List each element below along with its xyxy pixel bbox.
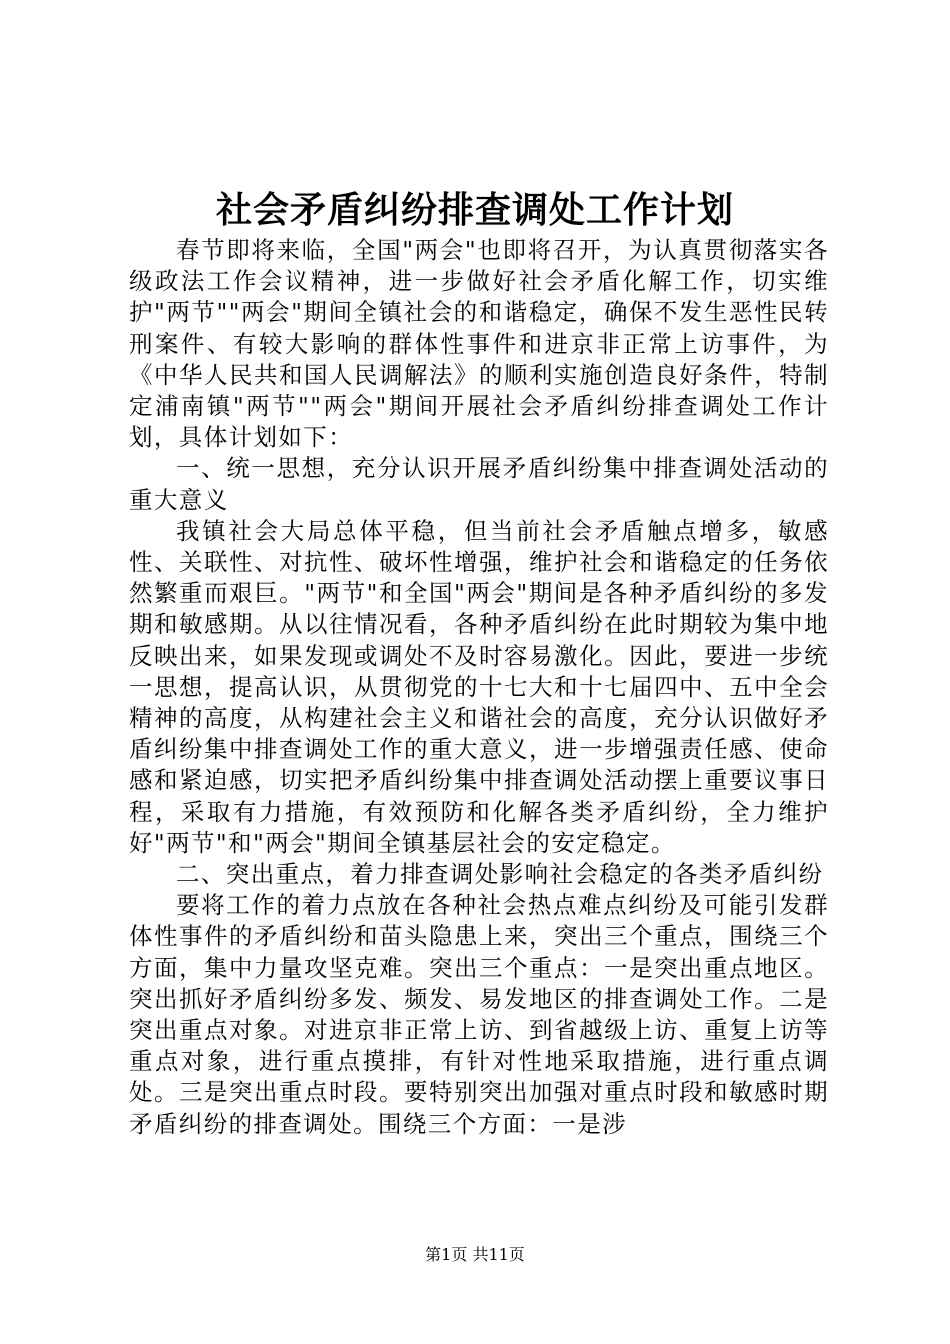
document-body [129,235,829,1140]
paragraph-intro: 春节即将来临，全国"两会"也即将召开，为认真贯彻落实各级政法工作会议精神，进一步做好社会矛盾化解工作，切实维护"两节""两会"期间全镇社会的和谐稳定，确保不发生恶性民转刑案件、有较大影响的群体性事件和进京非正常上访事件，为《中华人民共和国人民调解法》的顺利实施创造良好条件，特制定浦南镇"两节""两会"期间开展社会矛盾纠纷排查调处工作计划，具体计划如下： [129,236,829,452]
document-title: 社会矛盾纠纷排查调处工作计划 [215,189,734,231]
paragraph-section-2: 要将工作的着力点放在各种社会热点难点纠纷及可能引发群体性事件的矛盾纠纷和苗头隐患上来，突出三个重点，围绕三个方面，集中力量攻坚克难。突出三个重点：一是突出重点地区。突出抓好矛盾纠纷多发、频发、易发地区的排查调处工作。二是突出重点对象。对进京非正常上访、到省越级上访、重复上访等重点对象，进行重点摸排，有针对性地采取措施，进行重点调处。三是突出重点时段。要特别突出加强对重点时段和敏感时期矛盾纠纷的排查调处。围绕三个方面：一是涉 [129,891,829,1138]
section-heading-2: 二、突出重点，着力排查调处影响社会稳定的各类矛盾纠纷 [176,860,824,889]
paragraph-section-1: 我镇社会大局总体平稳，但当前社会矛盾触点增多，敏感性、关联性、对抗性、破坏性增强，维护社会和谐稳定的任务依然繁重而艰巨。"两节"和全国"两会"期间是各种矛盾纠纷的多发期和敏感期。从以往情况看，各种矛盾纠纷在此时期较为集中地反映出来，如果发现或调处不及时容易激化。因此，要进一步统一思想，提高认识，从贯彻党的十七大和十七届四中、五中全会精神的高度，从构建社会主义和谐社会的高度，充分认识做好矛盾纠纷集中排查调处工作的重大意义，进一步增强责任感、使命感和紧迫感，切实把矛盾纠纷集中排查调处活动摆上重要议事日程，采取有力措施，有效预防和化解各类矛盾纠纷，全力维护好"两节"和"两会"期间全镇基层社会的安定稳定。 [129,516,829,857]
page-number: 第1页 共11页 [425,1245,525,1264]
section-heading-1: 一、统一思想，充分认识开展矛盾纠纷集中排查调处活动的重大意义 [129,454,829,514]
